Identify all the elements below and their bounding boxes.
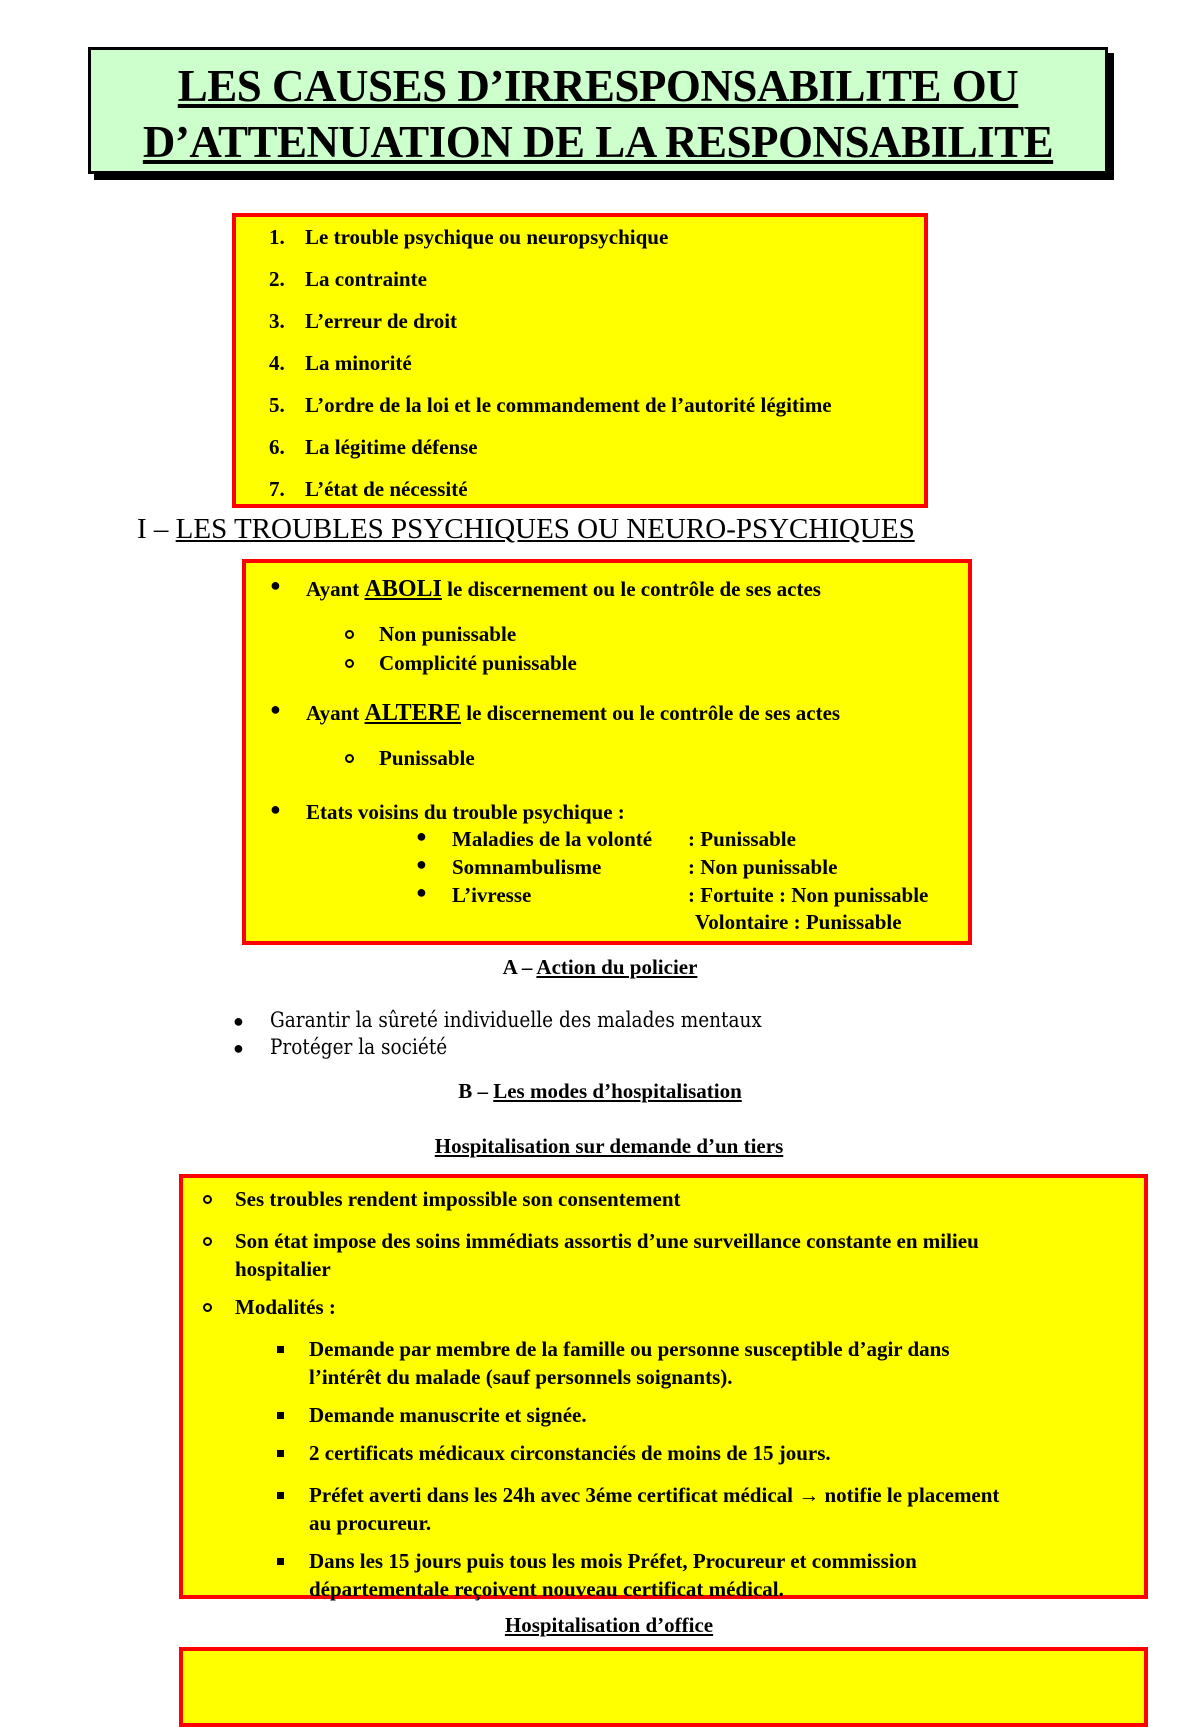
list-item: 1. Le trouble psychique ou neuropsychique [269,225,669,249]
voisin-name: Maladies de la volonté [452,827,653,851]
list-item: 4. La minorité [269,351,412,375]
square-bullet-icon [277,1450,284,1457]
section-prefix: I – [137,513,176,545]
square-bullet-icon [277,1412,284,1419]
list-item: Punissable [379,746,475,770]
list-item: Préfet averti dans les 24h avec 3éme certificat médical → notifie le placement [309,1483,1000,1507]
list-item: Garantir la sûreté individuelle des malades mentaux [270,1008,762,1032]
bullet-icon: ● [233,1038,244,1058]
list-item: 2 certificats médicaux circonstanciés de moins de 15 jours. [309,1441,831,1465]
bullet-icon: ● [416,826,427,846]
list-item: Dans les 15 jours puis tous les mois Préfet, Procureur et commission [309,1549,917,1573]
list-item-continuation: au procureur. [309,1511,432,1535]
square-bullet-icon [277,1558,284,1565]
bullet-icon: ● [233,1011,244,1031]
list-item-continuation: l’intérêt du malade (sauf personnels soignants). [309,1365,733,1389]
list-item: 7. L’état de nécessité [269,477,468,501]
voisin-value: : Non punissable [688,855,838,879]
bullet-icon: ● [270,699,281,719]
circle-bullet-icon [203,1195,212,1204]
troubles-box [242,559,972,945]
section-heading [0,513,1200,546]
bullet-icon: ● [270,799,281,819]
subsection-heading: Hospitalisation sur demande d’un tiers [434,1134,784,1158]
subsection-heading: B – Les modes d’hospitalisation [458,1079,742,1103]
title-line-1: LES CAUSES D’IRRESPONSABILITE OU [177,61,1019,111]
voisin-name: Somnambulisme [452,855,602,879]
office-box [179,1647,1148,1727]
voisins-label: Etats voisins du trouble psychique : [306,800,625,824]
circle-bullet-icon [345,659,354,668]
square-bullet-icon [277,1492,284,1499]
list-item: Ses troubles rendent impossible son consentement [235,1187,681,1211]
list-item: 3. L’erreur de droit [269,309,458,333]
circle-bullet-icon [203,1237,212,1246]
subsection-heading: Hospitalisation d’office [504,1613,714,1637]
altere-line: Ayant ALTERE le discernement ou le contrôle de ses actes [306,700,841,726]
voisin-value: : Fortuite : Non punissable [688,883,929,907]
square-bullet-icon [277,1346,284,1353]
list-item: Demande manuscrite et signée. [309,1403,587,1427]
bullet-icon: ● [416,882,427,902]
voisin-extra: Volontaire : Punissable [695,910,902,934]
circle-bullet-icon [345,630,354,639]
section-title: LES TROUBLES PSYCHIQUES OU NEURO-PSYCHIQUES [175,513,915,545]
list-item-continuation: départementale reçoivent nouveau certificat médical. [309,1577,784,1601]
list-item: Protéger la société [270,1035,448,1059]
aboli-line: Ayant ABOLI le discernement ou le contrôle de ses actes [306,576,821,602]
document-title [88,47,1108,174]
list-item: 2. La contrainte [269,267,427,291]
list-item: Demande par membre de la famille ou personne susceptible d’agir dans [309,1337,950,1361]
subsection-heading: A – Action du policier [502,955,698,979]
tiers-box [179,1174,1148,1599]
circle-bullet-icon [203,1303,212,1312]
title-line-2: D’ATTENUATION DE LA RESPONSABILITE [142,117,1054,167]
bullet-icon: ● [416,854,427,874]
list-item: Modalités : [235,1295,336,1319]
voisin-value: : Punissable [688,827,796,851]
list-item: Non punissable [379,622,517,646]
list-item: 5. L’ordre de la loi et le commandement de l’autorité légitime [269,393,832,417]
list-item: Complicité punissable [379,651,577,675]
list-item-continuation: hospitalier [235,1257,331,1281]
causes-list-box [232,213,928,508]
list-item: Son état impose des soins immédiats assortis d’une surveillance constante en milieu [235,1229,979,1253]
list-item: 6. La légitime défense [269,435,478,459]
bullet-icon: ● [270,575,281,595]
voisin-name: L’ivresse [452,883,532,907]
circle-bullet-icon [345,754,354,763]
